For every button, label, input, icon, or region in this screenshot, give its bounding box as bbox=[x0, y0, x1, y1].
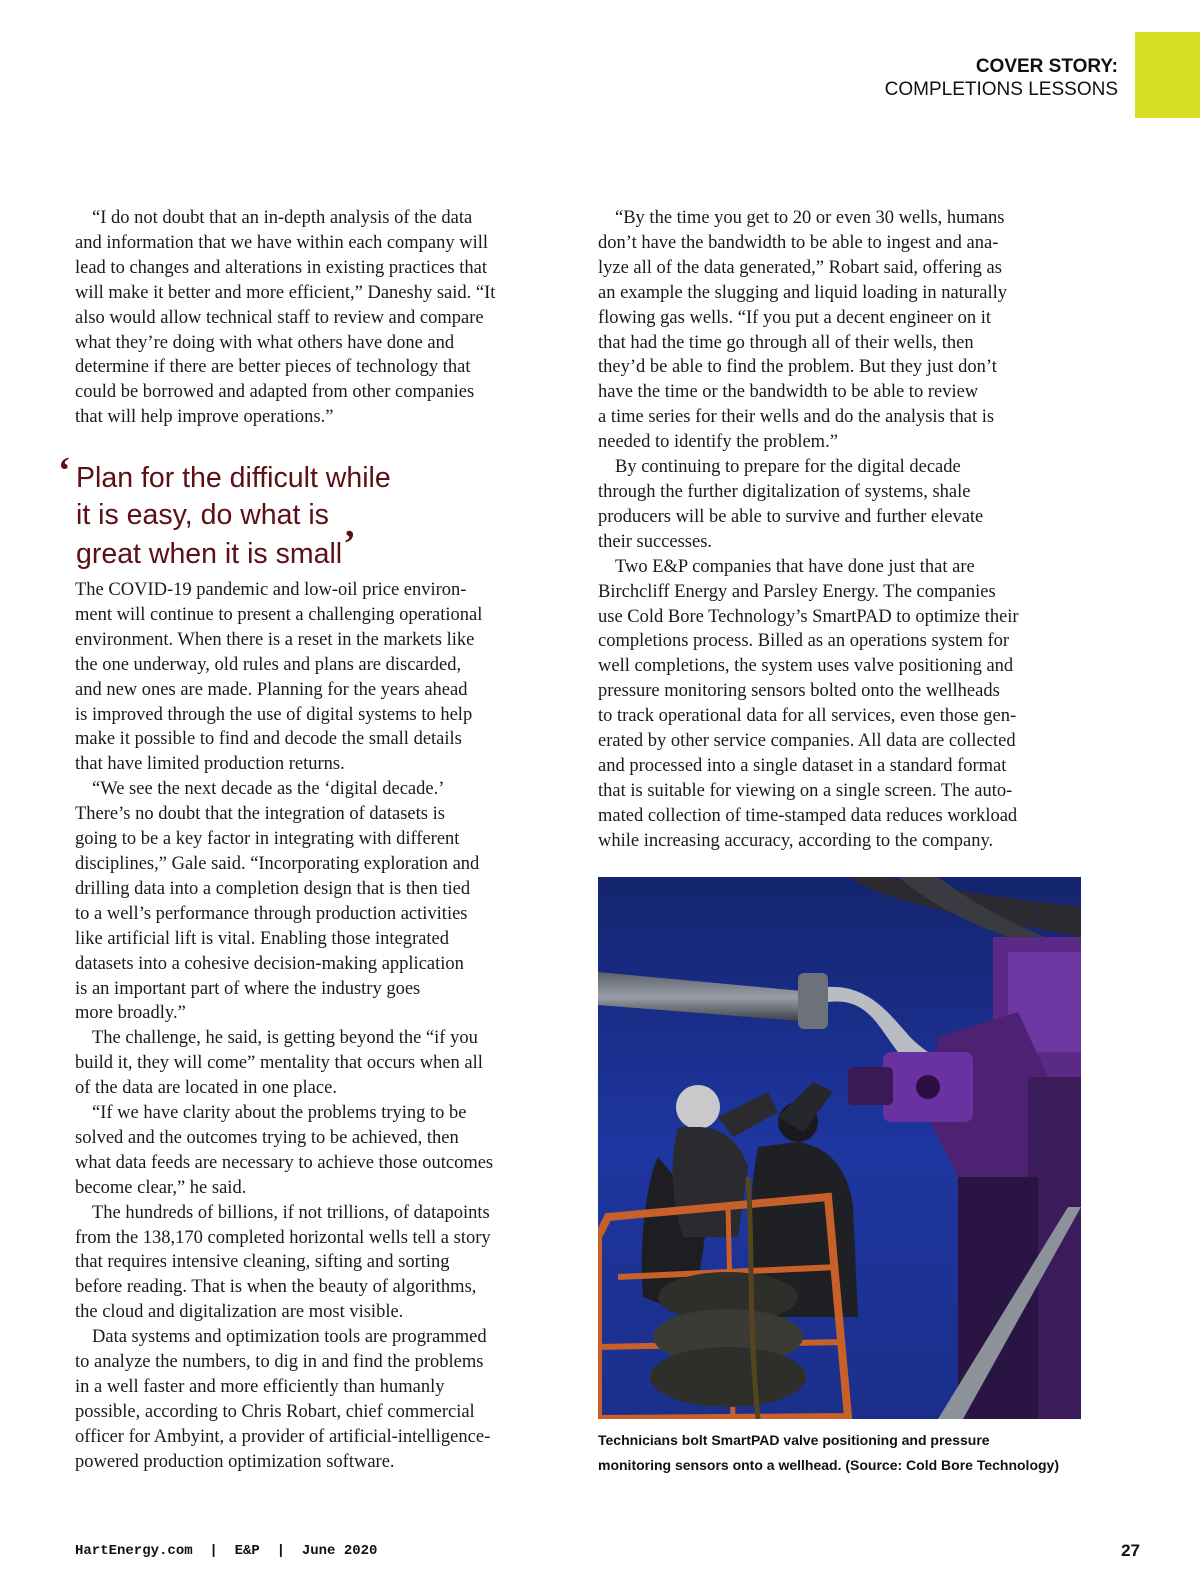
text-line: of the data are located in one place. bbox=[75, 1078, 337, 1099]
text-line: that had the time go through all of their wells, then bbox=[598, 332, 974, 353]
text-line: The hundreds of billions, if not trillions, of datapoints bbox=[92, 1202, 490, 1223]
section-color-tab bbox=[1135, 32, 1200, 118]
text-line: what data feeds are necessary to achieve those outcomes bbox=[75, 1152, 494, 1173]
text-line: also would allow technical staff to review and compare bbox=[75, 307, 484, 328]
pull-quote bbox=[58, 450, 478, 573]
text-line: solved and the outcomes trying to be achieved, then bbox=[75, 1127, 459, 1148]
text-line: environment. When there is a reset in the markets like bbox=[75, 629, 475, 650]
text-line: drilling data into a completion design that is then tied bbox=[75, 878, 471, 899]
page-footer: HartEnergy.com | E&P | June 2020 bbox=[75, 1543, 378, 1559]
text-line: and new ones are made. Planning for the years ahead bbox=[75, 679, 468, 700]
text-line: “If we have clarity about the problems trying to be bbox=[92, 1103, 467, 1124]
text-line: “I do not doubt that an in-depth analysis of the data bbox=[92, 208, 473, 228]
text-line: “We see the next decade as the ‘digital decade.’ bbox=[92, 779, 445, 800]
text-line: well completions, the system uses valve positioning and bbox=[598, 656, 1014, 677]
text-line: more broadly.” bbox=[75, 1003, 186, 1024]
text-line: could be borrowed and adapted from other companies bbox=[75, 382, 475, 403]
text-line: lyze all of the data generated,” Robart said, offering as bbox=[598, 257, 1002, 278]
text-line: Birchcliff Energy and Parsley Energy. The companies bbox=[598, 581, 996, 602]
text-line: to analyze the numbers, to dig in and find the problems bbox=[75, 1352, 484, 1373]
text-line: become clear,” he said. bbox=[75, 1177, 247, 1198]
text-line: completions process. Billed as an operations system for bbox=[598, 631, 1010, 652]
text-line: their successes. bbox=[598, 531, 713, 552]
open-quote-mark: ‘ bbox=[58, 450, 71, 492]
text-line: and information that we have within each company will bbox=[75, 232, 489, 253]
text-line: to a well’s performance through production activities bbox=[75, 903, 468, 924]
text-line: “By the time you get to 20 or even 30 wells, humans bbox=[615, 208, 1005, 228]
text-line: By continuing to prepare for the digital decade bbox=[615, 457, 961, 478]
text-line: powered production optimization software. bbox=[75, 1451, 395, 1472]
text-line: a time series for their wells and do the analysis that is bbox=[598, 407, 995, 428]
text-line: like artificial lift is vital. Enabling those integrated bbox=[75, 928, 450, 949]
text-line: and processed into a single dataset in a standard format bbox=[598, 755, 1007, 776]
text-line: an example the slugging and liquid loading in naturally bbox=[598, 282, 1007, 303]
text-line: going to be a key factor in integrating with different bbox=[75, 829, 460, 850]
right-column bbox=[598, 206, 1084, 854]
text-line: is improved through the use of digital systems to help bbox=[75, 704, 473, 725]
photo-caption bbox=[598, 1428, 1098, 1478]
text-line: flowing gas wells. “If you put a decent engineer on it bbox=[598, 307, 992, 328]
wellhead-photo-illustration bbox=[598, 877, 1081, 1419]
left-column-intro bbox=[75, 206, 560, 430]
left-column-body bbox=[75, 578, 560, 1475]
wellhead-photo bbox=[598, 877, 1081, 1419]
section-header bbox=[885, 56, 1118, 102]
text-line: that requires intensive cleaning, sifting and sorting bbox=[75, 1252, 450, 1273]
text-line: they’d be able to find the problem. But they just don’t bbox=[598, 357, 997, 378]
text-line: disciplines,” Gale said. “Incorporating exploration and bbox=[75, 853, 480, 874]
text-line: will make it better and more efficient,” Daneshy said. “It bbox=[75, 282, 496, 303]
text-line: that will help improve operations.” bbox=[75, 407, 334, 428]
text-line: lead to changes and alterations in existing practices that bbox=[75, 257, 487, 278]
caption-line: Technicians bolt SmartPAD valve positioning and pressure bbox=[598, 1432, 990, 1448]
text-line: that have limited production returns. bbox=[75, 754, 345, 775]
text-line: the cloud and digitalization are most visible. bbox=[75, 1302, 404, 1323]
pull-quote-line: it is easy, do what is bbox=[76, 499, 329, 531]
text-line: don’t have the bandwidth to be able to ingest and ana- bbox=[598, 232, 999, 253]
text-line: build it, they will come” mentality that occurs when all bbox=[75, 1053, 483, 1074]
text-line: mated collection of time-stamped data reduces workload bbox=[598, 805, 1018, 826]
text-line: that is suitable for viewing on a single screen. The auto- bbox=[598, 780, 1013, 801]
text-line: There’s no doubt that the integration of datasets is bbox=[75, 804, 445, 825]
text-line: pressure monitoring sensors bolted onto the wellheads bbox=[598, 681, 1000, 702]
pull-quote-line: Plan for the difficult while bbox=[76, 462, 391, 494]
text-line: erated by other service companies. All data are collected bbox=[598, 731, 1016, 752]
text-line: The challenge, he said, is getting beyond the “if you bbox=[92, 1028, 478, 1049]
text-line: the one underway, old rules and plans are discarded, bbox=[75, 654, 462, 675]
pull-quote-line: great when it is small’ bbox=[76, 523, 356, 570]
text-line: ment will continue to present a challenging operational bbox=[75, 604, 483, 625]
text-line: before reading. That is when the beauty of algorithms, bbox=[75, 1277, 477, 1298]
text-line: needed to identify the problem.” bbox=[598, 432, 838, 453]
text-line: while increasing accuracy, according to the company. bbox=[598, 830, 994, 851]
text-line: in a well faster and more efficiently than humanly bbox=[75, 1377, 445, 1397]
text-line: is an important part of where the industry goes bbox=[75, 978, 421, 999]
text-line: Two E&P companies that have done just that are bbox=[615, 556, 975, 577]
text-line: The COVID-19 pandemic and low-oil price environ- bbox=[75, 580, 467, 600]
caption-line: monitoring sensors onto a wellhead. (Source: Cold Bore Technology) bbox=[598, 1457, 1060, 1473]
text-line: officer for Ambyint, a provider of artificial-intelligence- bbox=[75, 1426, 491, 1447]
page-number: 27 bbox=[1121, 1541, 1140, 1560]
text-line: possible, according to Chris Robart, chief commercial bbox=[75, 1401, 475, 1422]
section-label: COVER STORY: bbox=[975, 56, 1118, 77]
section-topic: COMPLETIONS LESSONS bbox=[884, 79, 1118, 100]
text-line: to track operational data for all services, even those gen- bbox=[598, 706, 1017, 727]
text-line: what they’re doing with what others have done and bbox=[75, 332, 455, 353]
text-line: use Cold Bore Technology’s SmartPAD to optimize their bbox=[598, 606, 1019, 627]
text-line: have the time or the bandwidth to be able to review bbox=[598, 382, 979, 403]
text-line: from the 138,170 completed horizontal wells tell a story bbox=[75, 1227, 491, 1248]
text-line: datasets into a cohesive decision-making application bbox=[75, 953, 464, 974]
text-line: determine if there are better pieces of technology that bbox=[75, 357, 471, 378]
text-line: Data systems and optimization tools are programmed bbox=[92, 1327, 487, 1348]
text-line: producers will be able to survive and further elevate bbox=[598, 506, 984, 527]
text-line: through the further digitalization of systems, shale bbox=[598, 481, 971, 502]
close-quote-mark: ’ bbox=[343, 523, 356, 565]
text-line: make it possible to find and decode the small details bbox=[75, 729, 462, 750]
